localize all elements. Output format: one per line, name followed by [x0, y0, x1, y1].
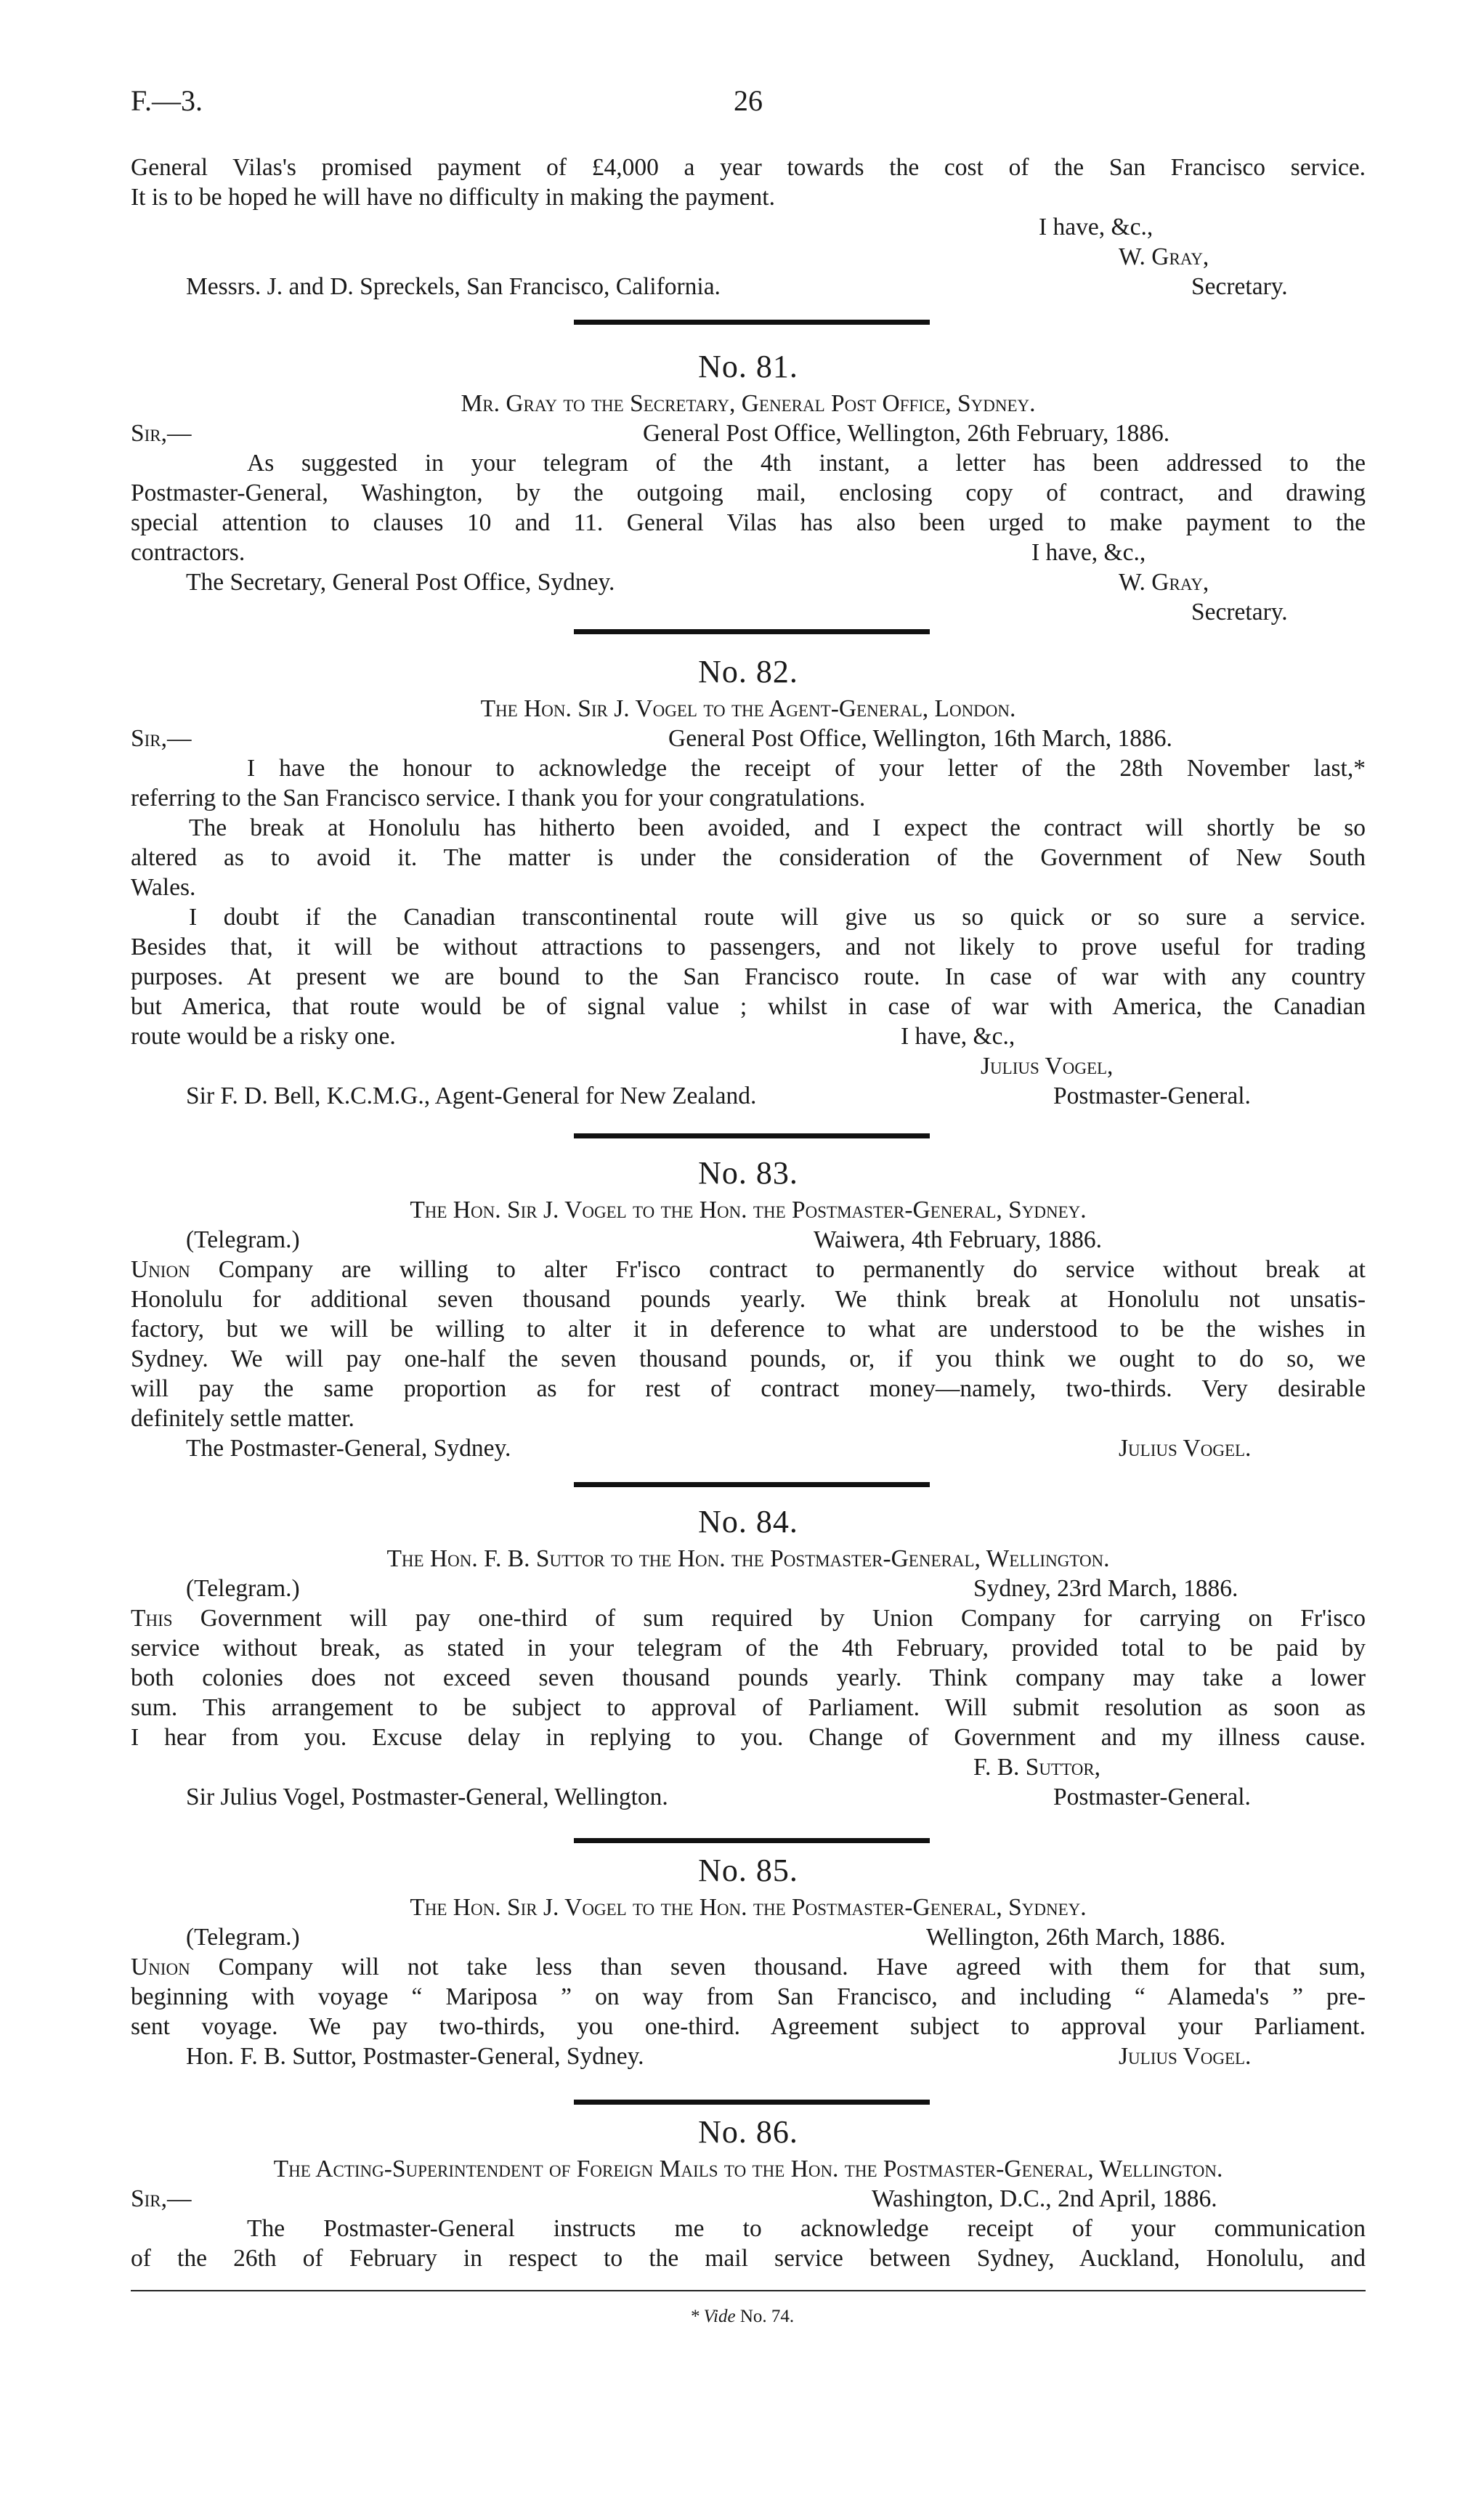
salutation: Sir,—: [131, 2185, 192, 2212]
section-divider: [574, 1133, 930, 1138]
telegram-84: [131, 1500, 1366, 1812]
signer-title: Secretary.: [1191, 599, 1288, 626]
section-divider: [574, 320, 930, 325]
body-line: As suggested in your telegram of the 4th instant, a letter has been addressed to the: [247, 450, 1366, 477]
addressee: The Postmaster-General, Sydney.: [186, 1435, 511, 1462]
letter-title: The Hon. F. B. Suttor to the Hon. the Postmaster-General, Wellington.: [386, 1545, 1110, 1572]
body-line: both colonies does not exceed seven thousand pounds yearly. Think company may take a lower: [131, 1664, 1366, 1691]
letter-title: The Hon. Sir J. Vogel to the Agent-General, London.: [480, 695, 1016, 722]
section-divider: [574, 1482, 930, 1487]
body-line: factory, but we will be willing to alter it in deference to what are understood to be the wishes in: [131, 1316, 1366, 1343]
closing: I have, &c.,: [901, 1023, 1015, 1050]
signer: F. B. Suttor,: [973, 1754, 1101, 1781]
section-divider: [574, 1838, 930, 1843]
intro-line: General Vilas's promised payment of £4,000 a year towards the cost of the San Francisco service.: [131, 154, 1366, 181]
section-divider: [574, 629, 930, 634]
letter-title: The Hon. Sir J. Vogel to the Hon. the Postmaster-General, Sydney.: [410, 1894, 1087, 1921]
footnote-divider: [131, 2290, 1366, 2291]
body-line: I hear from you. Excuse delay in replying to you. Change of Government and my illness cause.: [131, 1724, 1366, 1751]
footnote-marker: * Vide: [689, 2307, 736, 2326]
body-line: [131, 1603, 1366, 1633]
place-date: Wellington, 26th March, 1886.: [926, 1924, 1226, 1951]
body-line: service without break, as stated in your telegram of the 4th February, provided total to be paid by: [131, 1635, 1366, 1662]
body-line: purposes. At present we are bound to the San Francisco route. In case of war with any country: [131, 963, 1366, 990]
telegram-label: (Telegram.): [186, 1226, 300, 1253]
salutation: Sir,—: [131, 725, 192, 752]
line-rest: Company will not take less than seven thousand. Have agreed with them for that sum,: [190, 1954, 1366, 1980]
footnote-text: No. 74.: [735, 2307, 795, 2326]
letter-number: No. 82.: [698, 654, 798, 689]
body-line: Wales.: [131, 874, 196, 901]
body-line: special attention to clauses 10 and 11. General Vilas has also been urged to make payment to the: [131, 509, 1366, 536]
letter-title: The Hon. Sir J. Vogel to the Hon. the Postmaster-General, Sydney.: [410, 1197, 1087, 1223]
place-date: General Post Office, Wellington, 26th February, 1886.: [643, 420, 1170, 447]
page-number: 26: [734, 84, 763, 117]
body-line: Sydney. We will pay one-half the seven thousand pounds, or, if you think we ought to do so, we: [131, 1345, 1366, 1372]
signer: Julius Vogel,: [981, 1053, 1114, 1080]
signer-title: Postmaster-General.: [1053, 1784, 1251, 1810]
body-line: of the 26th of February in respect to the mail service between Sydney, Auckland, Honolulu, and: [131, 2245, 1366, 2272]
telegram-label: (Telegram.): [186, 1924, 300, 1951]
body-line: I doubt if the Canadian transcontinental route will give us so quick or so sure a service.: [189, 904, 1366, 931]
body-line: contractors.: [131, 539, 246, 566]
body-line: beginning with voyage “ Mariposa ” on way from San Francisco, and including “ Alameda's ” pre-: [131, 1983, 1366, 2010]
body-line: Besides that, it will be without attractions to passengers, and not likely to prove useful for trading: [131, 934, 1366, 960]
body-line: referring to the San Francisco service. I thank you for your congratulations.: [131, 785, 866, 812]
letter-number: No. 86.: [698, 2114, 798, 2150]
letter-number: No. 84.: [698, 1504, 798, 1539]
signer: Julius Vogel.: [1119, 2043, 1252, 2070]
closing: I have, &c.,: [1031, 539, 1146, 566]
body-line: but America, that route would be of signal value ; whilst in case of war with America, the Canadian: [131, 993, 1366, 1020]
addressee: Messrs. J. and D. Spreckels, San Francisco, California.: [186, 273, 721, 300]
letter-title: The Acting-Superintendent of Foreign Mails to the Hon. the Postmaster-General, Wellington.: [273, 2156, 1223, 2182]
body-line: [131, 1255, 1366, 1284]
salutation: Sir,—: [131, 420, 192, 447]
addressee: Sir Julius Vogel, Postmaster-General, Wellington.: [186, 1784, 668, 1810]
page-header: [131, 86, 1366, 129]
body-line: route would be a risky one.: [131, 1023, 396, 1050]
intro-line: It is to be hoped he will have no difficulty in making the payment.: [131, 184, 775, 211]
addressee: Sir F. D. Bell, K.C.M.G., Agent-General for New Zealand.: [186, 1082, 757, 1109]
body-line: The Postmaster-General instructs me to acknowledge receipt of your communication: [247, 2215, 1366, 2242]
addressee: The Secretary, General Post Office, Sydney.: [186, 569, 615, 596]
body-line: sent voyage. We pay two-thirds, you one-third. Agreement subject to approval your Parliament.: [131, 2013, 1366, 2040]
intro-letter-end: [131, 153, 1366, 301]
signer: Julius Vogel.: [1119, 1435, 1252, 1462]
body-line: The break at Honolulu has hitherto been avoided, and I expect the contract will shortly be so: [189, 814, 1366, 841]
signer-title: Postmaster-General.: [1053, 1082, 1251, 1109]
lead-word: Union: [131, 1954, 190, 1980]
body-line: sum. This arrangement to be subject to approval of Parliament. Will submit resolution as soon as: [131, 1694, 1366, 1721]
letter-number: No. 85.: [698, 1853, 798, 1888]
letter-86: [131, 2110, 1366, 2273]
body-line: I have the honour to acknowledge the receipt of your letter of the 28th November last,*: [247, 755, 1366, 782]
body-line: [131, 1952, 1366, 1982]
body-line: altered as to avoid it. The matter is under the consideration of the Government of New South: [131, 844, 1366, 871]
telegram-label: (Telegram.): [186, 1575, 300, 1602]
place-date: Washington, D.C., 2nd April, 1886.: [872, 2185, 1217, 2212]
signer-title: Secretary.: [1191, 273, 1288, 300]
line-rest: Company are willing to alter Fr'isco contract to permanently do service without break at: [190, 1256, 1366, 1283]
body-line: definitely settle matter.: [131, 1405, 354, 1432]
signer: W. Gray,: [1119, 569, 1209, 596]
lead-word: Union: [131, 1256, 190, 1283]
letter-number: No. 81.: [698, 349, 798, 384]
letter-81: [131, 345, 1366, 627]
telegram-83: [131, 1152, 1366, 1463]
telegram-85: [131, 1849, 1366, 2071]
signer: W. Gray,: [1119, 243, 1209, 270]
place-date: General Post Office, Wellington, 16th March, 1886.: [668, 725, 1172, 752]
place-date: Waiwera, 4th February, 1886.: [814, 1226, 1103, 1253]
line-rest: Government will pay one-third of sum required by Union Company for carrying on Fr'isco: [172, 1605, 1366, 1632]
body-line: will pay the same proportion as for rest of contract money—namely, two-thirds. Very desirable: [131, 1375, 1366, 1402]
section-divider: [574, 2100, 930, 2105]
body-line: Postmaster-General, Washington, by the outgoing mail, enclosing copy of contract, and drawing: [131, 479, 1366, 506]
addressee: Hon. F. B. Suttor, Postmaster-General, Sydney.: [186, 2043, 644, 2070]
place-date: Sydney, 23rd March, 1886.: [973, 1575, 1238, 1602]
closing: I have, &c.,: [1039, 214, 1153, 240]
body-line: Honolulu for additional seven thousand pounds yearly. We think break at Honolulu not unsatis-: [131, 1286, 1366, 1313]
letter-title: Mr. Gray to the Secretary, General Post Office, Sydney.: [461, 390, 1036, 417]
paper-reference: F.—3.: [131, 84, 203, 117]
lead-word: This: [131, 1605, 173, 1632]
letter-number: No. 83.: [698, 1155, 798, 1191]
footnote: [0, 2302, 1484, 2331]
letter-82: [131, 650, 1366, 1111]
